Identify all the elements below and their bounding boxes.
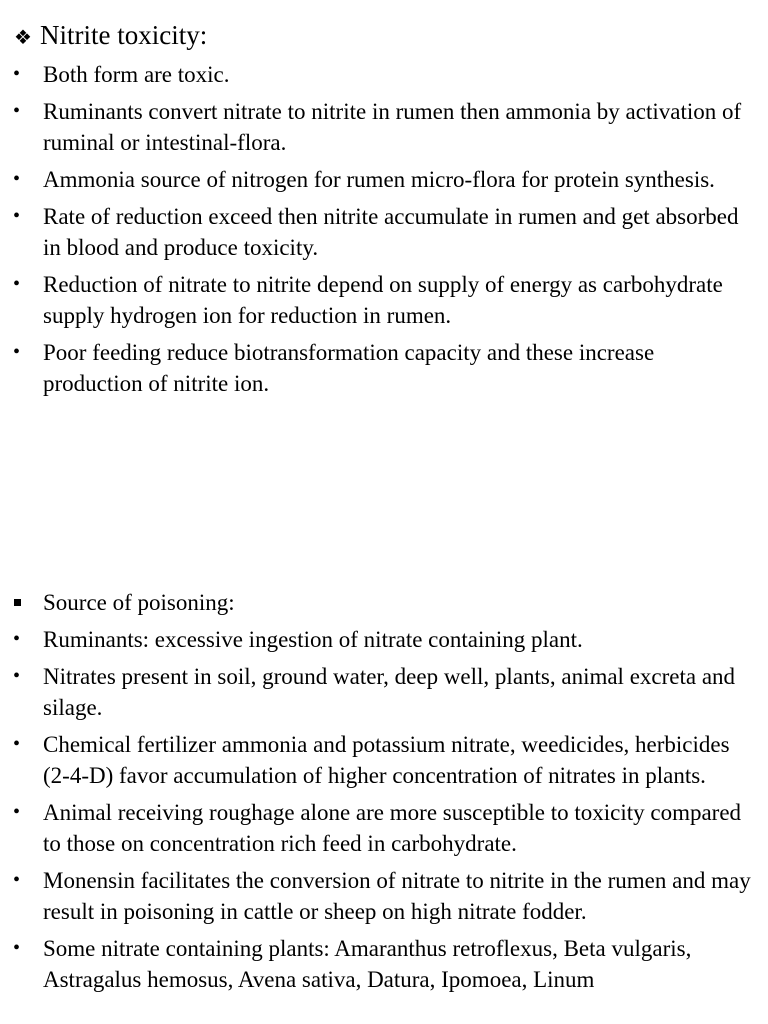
list-item bbox=[0, 797, 768, 859]
list-item-text: Some nitrate containing plants: Amaranthus retroflexus, Beta vulgaris, Astragalus hemosus, Avena sativa, Datura, Ipomoea, Linum bbox=[43, 936, 692, 992]
list-item-text: Chemical fertilizer ammonia and potassium nitrate, weedicides, herbicides (2-4-D) favor accumulation of higher concentration of nitrates in plants. bbox=[43, 732, 730, 788]
list-item-text: Nitrates present in soil, ground water, deep well, plants, animal excreta and silage. bbox=[43, 664, 736, 720]
heading-text: Nitrite toxicity: bbox=[40, 20, 208, 50]
list-item-text: Animal receiving roughage alone are more susceptible to toxicity compared to those on concentration rich feed in carbohydrate. bbox=[43, 800, 742, 856]
diamond-bullet-icon: ❖ bbox=[14, 27, 32, 49]
list-item bbox=[0, 269, 768, 331]
nitrite-toxicity-list bbox=[0, 59, 768, 405]
list-heading-text: Source of poisoning: bbox=[43, 590, 235, 615]
list-item bbox=[0, 933, 768, 995]
section-heading-nitrite-toxicity bbox=[14, 18, 207, 55]
bullet-icon: • bbox=[13, 63, 21, 85]
bullet-icon: • bbox=[13, 733, 21, 755]
bullet-icon: • bbox=[13, 100, 21, 122]
list-item-text: Poor feeding reduce biotransformation capacity and these increase production of nitrite ion. bbox=[43, 340, 655, 396]
bullet-icon: • bbox=[13, 273, 21, 295]
list-heading-item bbox=[0, 587, 768, 618]
source-of-poisoning-list bbox=[0, 587, 768, 1001]
list-item-text: Reduction of nitrate to nitrite depend on supply of energy as carbohydrate supply hydrogen ion for reduction in rumen. bbox=[43, 272, 723, 328]
list-item-text: Ruminants convert nitrate to nitrite in rumen then ammonia by activation of ruminal or intestinal-flora. bbox=[43, 99, 742, 155]
bullet-icon: • bbox=[13, 665, 21, 687]
list-item-text: Ruminants: excessive ingestion of nitrate containing plant. bbox=[43, 627, 583, 652]
square-bullet-icon bbox=[14, 599, 21, 606]
bullet-icon: • bbox=[13, 937, 21, 959]
list-item bbox=[0, 661, 768, 723]
list-item bbox=[0, 729, 768, 791]
list-item-text: Ammonia source of nitrogen for rumen micro-flora for protein synthesis. bbox=[43, 167, 715, 192]
list-item-text: Both form are toxic. bbox=[43, 62, 230, 87]
list-item bbox=[0, 201, 768, 263]
bullet-icon: • bbox=[13, 801, 21, 823]
list-item bbox=[0, 96, 768, 158]
list-item-text: Monensin facilitates the conversion of nitrate to nitrite in the rumen and may result in poisoning in cattle or sheep on high nitrate fodder. bbox=[43, 868, 751, 924]
bullet-icon: • bbox=[13, 168, 21, 190]
list-item-text: Rate of reduction exceed then nitrite accumulate in rumen and get absorbed in blood and produce toxicity. bbox=[43, 204, 739, 260]
list-item bbox=[0, 624, 768, 655]
list-item bbox=[0, 164, 768, 195]
list-item bbox=[0, 865, 768, 927]
bullet-icon: • bbox=[13, 628, 21, 650]
bullet-icon: • bbox=[13, 205, 21, 227]
list-item bbox=[0, 337, 768, 399]
bullet-icon: • bbox=[13, 341, 21, 363]
list-item bbox=[0, 59, 768, 90]
bullet-icon: • bbox=[13, 869, 21, 891]
